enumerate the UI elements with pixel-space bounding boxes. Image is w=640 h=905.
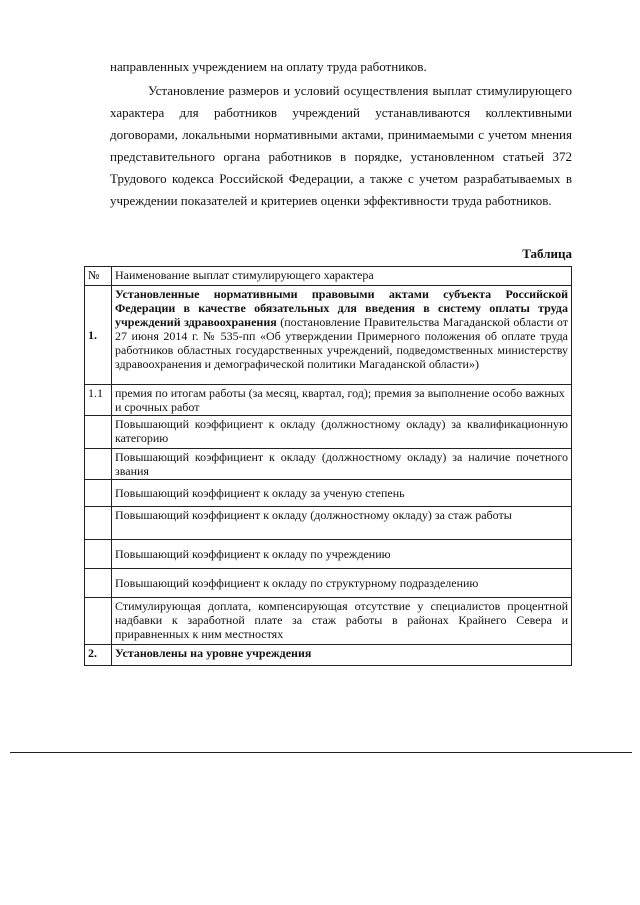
table-row bbox=[85, 540, 572, 569]
section1-text bbox=[112, 286, 572, 385]
row11-text: премия по итогам работы (за месяц, квартал, год); премия за выполнение особо важных и срочных работ bbox=[112, 385, 572, 416]
section2-text: Установлены на уровне учреждения bbox=[112, 645, 572, 666]
row-north-allowance: Стимулирующая доплата, компенсирующая отсутствие у специалистов процентной надбавки к заработной плате за стаж работы в районах Крайнего Севера и приравненных к ним местностях bbox=[112, 598, 572, 645]
section1-bold: Установленные нормативными правовыми актами субъекта Российской Федерации в качестве обязательных для введения в систему оплаты труда учреждений здравоохранения bbox=[115, 287, 568, 329]
page-divider bbox=[10, 752, 632, 753]
header-name: Наименование выплат стимулирующего характера bbox=[112, 267, 572, 286]
table-header-row bbox=[85, 267, 572, 286]
section2-num: 2. bbox=[85, 645, 112, 666]
body-paragraph: Установление размеров и условий осуществления выплат стимулирующего характера для работников учреждений устанавливаются коллективными договорами, локальными нормативными актами, принимаемыми с учетом мнения представительного органа работников в порядке, установленном статьей 372 Трудового кодекса Российской Федерации, а также с учетом разрабатываемых в учреждении показателей и критериев оценки эффективности труда работников. bbox=[110, 83, 572, 208]
table-row bbox=[85, 416, 572, 449]
table-row bbox=[85, 569, 572, 598]
row-honorary-title: Повышающий коэффициент к окладу (должностному окладу) за наличие почетного звания bbox=[112, 449, 572, 480]
table-row bbox=[85, 598, 572, 645]
payments-table bbox=[84, 266, 572, 666]
table-row-section2 bbox=[85, 645, 572, 666]
row-qualification: Повышающий коэффициент к окладу (должностному окладу) за квалификационную категорию bbox=[112, 416, 572, 449]
row-experience: Повышающий коэффициент к окладу (должностному окладу) за стаж работы bbox=[112, 507, 572, 540]
intro-line: направленных учреждением на оплату труда работников. bbox=[110, 59, 427, 74]
table-caption: Таблица bbox=[522, 246, 572, 261]
section1-num: 1. bbox=[85, 286, 112, 385]
row11-num: 1.1 bbox=[85, 385, 112, 416]
table-row bbox=[85, 449, 572, 480]
row-institution: Повышающий коэффициент к окладу по учреждению bbox=[112, 540, 572, 569]
section1-rest: (постановление Правительства Магаданской области от 27 июня 2014 г. № 535-пп «Об утверждении Примерного положения об оплате труда работников областных государственных учреждений, подведомственных министерству здравоохранения и демографической политики Магаданской области») bbox=[115, 315, 568, 371]
row-academic-degree: Повышающий коэффициент к окладу за ученую степень bbox=[112, 480, 572, 507]
table-row bbox=[85, 385, 572, 416]
table-row bbox=[85, 507, 572, 540]
row-department: Повышающий коэффициент к окладу по структурному подразделению bbox=[112, 569, 572, 598]
table-row-section1 bbox=[85, 286, 572, 385]
table-row bbox=[85, 480, 572, 507]
header-num: № bbox=[85, 267, 112, 286]
